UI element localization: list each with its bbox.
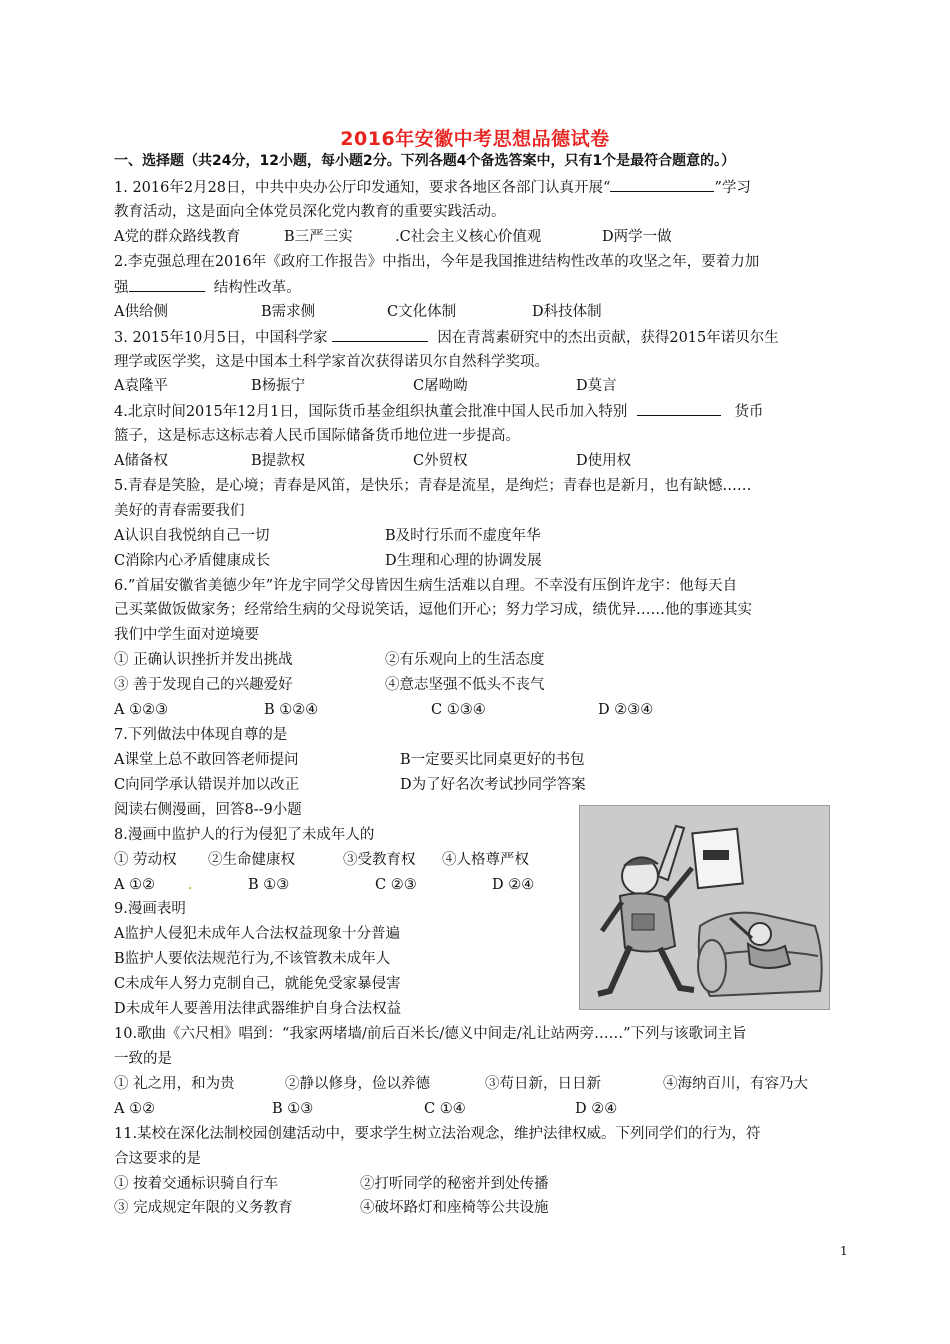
q6-option-a: A ①②③	[114, 702, 169, 718]
q8-line1: 8.漫画中监护人的行为侵犯了未成年人的	[114, 827, 375, 843]
q10-statement-2: ②静以修身，俭以养德	[285, 1076, 430, 1092]
q2-option-c: C文化体制	[387, 304, 457, 320]
q4-option-b: B提款权	[251, 453, 306, 469]
q10-option-c: C ①④	[424, 1101, 466, 1117]
q6-statement-2: ②有乐观向上的生活态度	[385, 652, 545, 668]
q7-option-d: D为了好名次考试抄同学答案	[400, 777, 586, 793]
q6-option-d: D ②③④	[598, 702, 654, 718]
q4-option-a: A储备权	[114, 453, 168, 469]
q1-option-d: D两学一做	[602, 229, 672, 245]
q5-option-d: D生理和心理的协调发展	[385, 553, 542, 569]
section-heading: 一、选择题（共24分，12小题，每小题2分。下列各题4个备选答案中，只有1个是最符合题意的。）	[114, 153, 736, 169]
q5-line2: 美好的青春需要我们	[114, 503, 245, 519]
exam-title: 2016年安徽中考思想品德试卷	[340, 128, 610, 150]
q11-statement-2: ②打听同学的秘密并到处传播	[360, 1176, 549, 1192]
q4-line2: 篮子，这是标志这标志着人民币国际储备货币地位进一步提高。	[114, 428, 520, 444]
q1-option-b: B三严三实	[284, 229, 353, 245]
q8-option-d: D ②④	[492, 877, 535, 893]
q8-statement-3: ③受教育权	[343, 852, 416, 868]
reading-instruction: 阅读右侧漫画，回答8--9小题	[114, 802, 302, 818]
q10-option-d: D ②④	[575, 1101, 618, 1117]
q9-option-c: C未成年人努力克制自己，就能免受家暴侵害	[114, 976, 401, 992]
answer-blank	[637, 401, 721, 416]
q2-option-b: B需求侧	[261, 304, 316, 320]
q6-statement-4: ④意志坚强不低头不丧气	[385, 677, 545, 693]
q10-statement-3: ③苟日新，日日新	[485, 1076, 601, 1092]
q4-option-d: D使用权	[576, 453, 632, 469]
q4-option-c: C外贸权	[413, 453, 468, 469]
q10-line1: 10.歌曲《六尺相》唱到：“我家两堵墙/前后百米长/德义中间走/礼让站两旁……”下列与该歌词主旨	[114, 1026, 747, 1042]
cartoon-drawing	[580, 806, 829, 1009]
stray-mark: .	[188, 877, 193, 893]
q8-option-b: B ①③	[248, 877, 290, 893]
answer-blank	[129, 277, 205, 292]
q8-option-c: C ②③	[375, 877, 417, 893]
q3-line1: 3. 2015年10月5日，中国科学家 因在青蒿素研究中的杰出贡献，获得2015年诺贝尔生	[114, 327, 779, 348]
q2-line1: 2.李克强总理在2016年《政府工作报告》中指出，今年是我国推进结构性改革的攻坚之年，要着力加	[114, 254, 760, 270]
q10-line2: 一致的是	[114, 1051, 172, 1067]
q3-option-b: B杨振宁	[251, 378, 306, 394]
q11-line2: 合这要求的是	[114, 1151, 201, 1167]
q5-option-b: B及时行乐而不虚度年华	[385, 528, 541, 544]
q3-line2: 理学或医学奖，这是中国本土科学家首次获得诺贝尔自然科学奖项。	[114, 354, 549, 370]
q11-statement-4: ④破坏路灯和座椅等公共设施	[360, 1200, 549, 1216]
q7-option-a: A课堂上总不敢回答老师提问	[114, 752, 299, 768]
q6-statement-3: ③ 善于发现自己的兴趣爱好	[114, 677, 293, 693]
q2-line2: 强 结构性改革。	[114, 277, 301, 298]
answer-blank	[610, 177, 714, 192]
q8-statement-2: ②生命健康权	[208, 852, 295, 868]
q3-option-d: D莫言	[576, 378, 617, 394]
q6-line2: 己买菜做饭做家务；经常给生病的父母说笑话，逗他们开心；努力学习成，绩优异……他的事迹其实	[114, 602, 752, 618]
q10-statement-4: ④海纳百川，有容乃大	[663, 1076, 808, 1092]
q8-statement-1: ① 劳动权	[114, 852, 177, 868]
q11-statement-3: ③ 完成规定年限的义务教育	[114, 1200, 293, 1216]
q9-option-b: B监护人要依法规范行为,不该管教未成年人	[114, 951, 391, 967]
q8-statement-4: ④人格尊严权	[442, 852, 529, 868]
q10-statement-1: ① 礼之用，和为贵	[114, 1076, 235, 1092]
q5-option-a: A认识自我悦纳自己一切	[114, 528, 270, 544]
q5-line1: 5.青春是笑脸，是心境；青春是风笛，是快乐；青春是流星，是绚烂；青春也是新月，也有缺憾……	[114, 478, 752, 494]
q7-option-b: B一定要买比同桌更好的书包	[400, 752, 585, 768]
q4-line1: 4.北京时间2015年12月1日，国际货币基金组织执董会批准中国人民币加入特别 货币	[114, 401, 763, 422]
q11-statement-1: ① 按着交通标识骑自行车	[114, 1176, 279, 1192]
q1-line1: 1. 2016年2月28日，中共中央办公厅印发通知，要求各地区各部门认真开展“ ”学习	[114, 177, 751, 198]
q1-option-c: .C社会主义核心价值观	[395, 229, 542, 245]
cartoon-illustration	[579, 805, 830, 1010]
q10-option-a: A ①②	[114, 1101, 156, 1117]
q11-line1: 11.某校在深化法制校园创建活动中，要求学生树立法治观念，维护法律权威。下列同学们的行为，符	[114, 1126, 761, 1142]
q6-line1: 6.”首届安徽省美德少年”许龙宇同学父母皆因生病生活难以自理。不幸没有压倒许龙宇：他每天自	[114, 578, 738, 594]
q9-line1: 9.漫画表明	[114, 901, 186, 917]
q3-option-a: A袁隆平	[114, 378, 168, 394]
q6-option-c: C ①③④	[431, 702, 486, 718]
q2-option-d: D科技体制	[532, 304, 602, 320]
q7-option-c: C向同学承认错误并加以改正	[114, 777, 300, 793]
q1-line2: 教育活动，这是面向全体党员深化党内教育的重要实践活动。	[114, 204, 506, 220]
answer-blank	[332, 327, 428, 342]
q6-option-b: B ①②④	[264, 702, 319, 718]
q9-option-a: A监护人侵犯未成年人合法权益现象十分普遍	[114, 926, 400, 942]
q9-option-d: D未成年人要善用法律武器维护自身合法权益	[114, 1001, 402, 1017]
page-number: 1	[840, 1244, 848, 1258]
q7-line1: 7.下列做法中体现自尊的是	[114, 727, 288, 743]
q5-option-c: C消除内心矛盾健康成长	[114, 553, 271, 569]
q2-option-a: A供给侧	[114, 304, 168, 320]
q6-line3: 我们中学生面对逆境要	[114, 627, 259, 643]
q6-statement-1: ① 正确认识挫折并发出挑战	[114, 652, 293, 668]
q8-option-a: A ①②	[114, 877, 156, 893]
q10-option-b: B ①③	[272, 1101, 314, 1117]
q3-option-c: C屠呦呦	[413, 378, 468, 394]
q1-option-a: A党的群众路线教育	[114, 229, 241, 245]
